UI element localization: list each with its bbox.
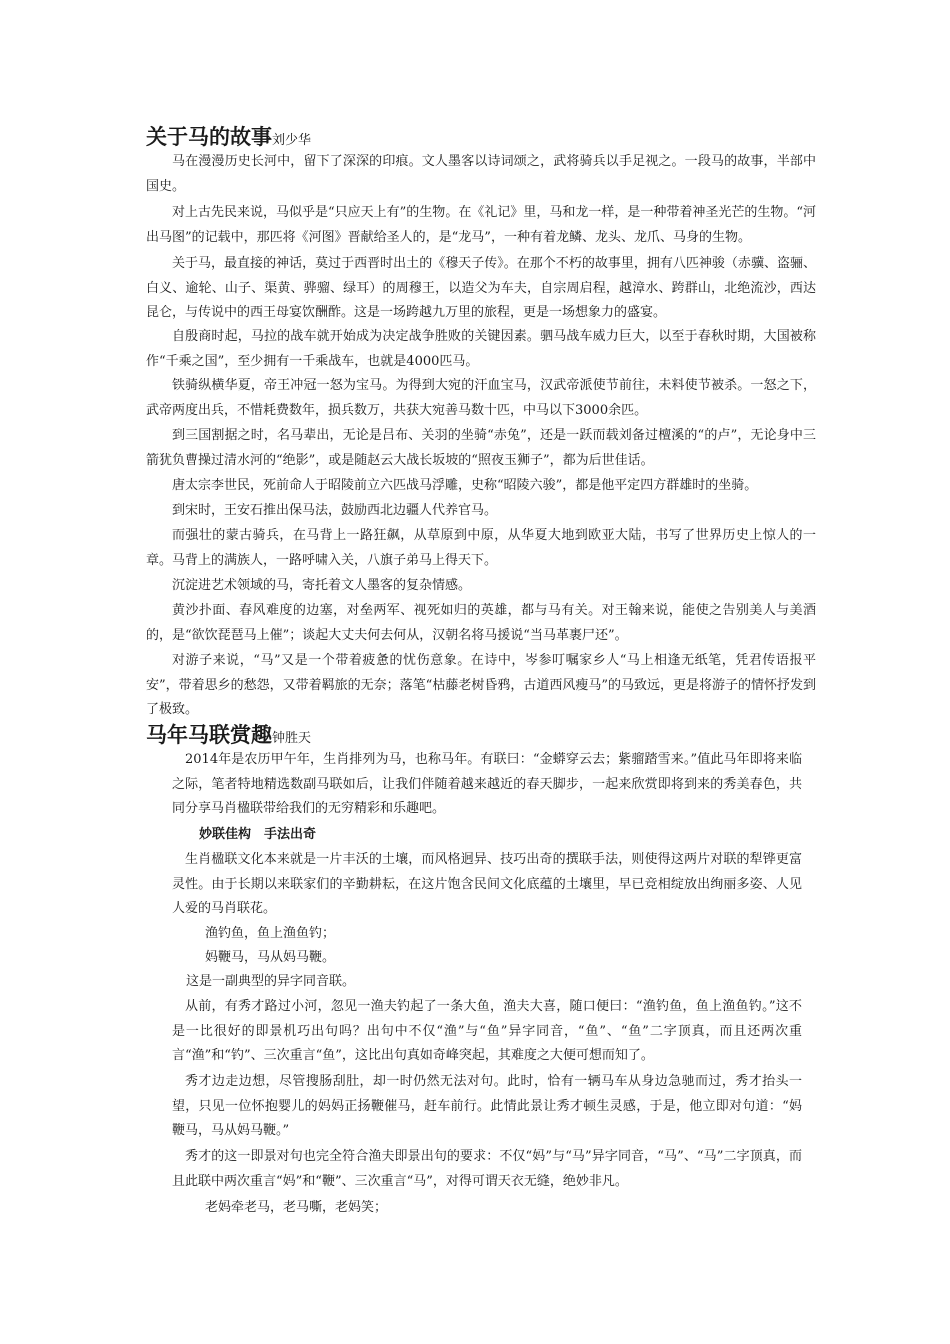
section1-paragraph: 唐太宗李世民，死前命人于昭陵前立六匹战马浮雕，史称“昭陵六骏”，都是他平定四方群雄时的坐骑。 (172, 478, 758, 493)
section1-title-text: 关于马的故事 (146, 125, 272, 149)
section1-paragraph: 关于马，最直接的神话，莫过于西晋时出土的《穆天子传》。在那个不朽的故事里，拥有八匹神骏（赤骥、盗骊、白义、逾轮、山子、渠黄、骅骝、绿耳）的周穆王，以造父为车夫，自宗周启程，越漳水、跨群山，北绝流沙，西达昆仑，与传说中的西王母宴饮酬酢。这是一场跨越九万里的旅程，更是一场想象力的盛宴。 (146, 256, 816, 320)
section2-paragraph: 从前，有秀才路过小河，忽见一渔夫钓起了一条大鱼，渔夫大喜，随口便曰：“渔钓鱼，鱼上渔鱼钓。”这不是一比很好的即景机巧出句吗？出句中不仅“渔”与“鱼”异字同音，“鱼”、“鱼”二字顶真，而且还两次重言“渔”和“钓”、三次重言“鱼”，这比出句真如奇峰突起，其难度之大便可想而知了。 (172, 999, 802, 1063)
section1-paragraph: 到三国割据之时，名马辈出，无论是吕布、关羽的坐骑“赤兔”，还是一跃而载刘备过檀溪的“的卢”，无论身中三箭犹负曹操过清水河的“绝影”，或是随赵云大战长坂坡的“照夜玉狮子”，都为后世佳话。 (146, 428, 816, 468)
section1-paragraph: 到宋时，王安石推出保马法，鼓励西北边疆人代养官马。 (172, 503, 498, 518)
section2-subheading: 妙联佳构 手法出奇 (199, 827, 317, 842)
couplet-line: 妈鞭马，马从妈马鞭。 (205, 950, 336, 965)
section1-paragraph: 沉淀进艺术领域的马，寄托着文人墨客的复杂情感。 (172, 578, 472, 593)
section1-paragraph: 对上古先民来说，马似乎是“只应天上有”的生物。在《礼记》里，马和龙一样，是一种带着神圣光芒的生物。“河出马图”的记载中，那匹将《河图》晋献给圣人的，是“龙马”，一种有着龙鳞、龙头、龙爪、马身的生物。 (146, 205, 816, 245)
section1-paragraph: 铁骑纵横华夏，帝王冲冠一怒为宝马。为得到大宛的汗血宝马，汉武帝派使节前往，未料使节被杀。一怒之下，武帝两度出兵，不惜耗费数年，损兵数万，共获大宛善马数十匹，中马以下3000余匹。 (146, 378, 816, 418)
section1-paragraph: 对游子来说，“马”又是一个带着疲惫的忧伤意象。在诗中，岑参叮嘱家乡人“马上相逢无纸笔，凭君传语报平安”，带着思乡的愁怨，又带着羁旅的无奈；落笔“枯藤老树昏鸦，古道西风瘦马”的马致远，更是将游子的情怀抒发到了极致。 (146, 653, 816, 717)
note-line: 这是一副典型的异字同音联。 (186, 974, 356, 989)
section1-author: 刘少华 (272, 133, 312, 148)
section1-paragraph: 黄沙扑面、春风难度的边塞，对垒两军、视死如归的英雄，都与马有关。对王翰来说，能使之告别美人与美酒的，是“欲饮琵琶马上催”；谈起大丈夫何去何从，汉朝名将马援说“当马革裹尸还”。 (146, 603, 816, 643)
section2-paragraph: 秀才边走边想，尽管搜肠刮肚，却一时仍然无法对句。此时，恰有一辆马车从身边急驰而过，秀才抬头一望，只见一位怀抱婴儿的妈妈正扬鞭催马，赶车前行。此情此景让秀才顿生灵感，于是，他立即对句道：“妈鞭马，马从妈马鞭。” (172, 1074, 802, 1138)
section1-paragraph: 马在漫漫历史长河中，留下了深深的印痕。文人墨客以诗词颂之，武将骑兵以手足视之。一段马的故事，半部中国史。 (146, 154, 816, 194)
section2-author: 钟胜天 (272, 731, 312, 746)
section2-paragraph: 生肖楹联文化本来就是一片丰沃的土壤，而风格迥异、技巧出奇的撰联手法，则使得这两片对联的犁铧更富灵性。由于长期以来联家们的辛勤耕耘，在这片饱含民间文化底蕴的土壤里，早已竞相绽放出绚丽多姿、人见人爱的马肖联花。 (172, 852, 802, 916)
couplet-line: 老妈牵老马，老马嘶，老妈笑； (205, 1200, 388, 1215)
section1-paragraph: 而强壮的蒙古骑兵，在马背上一路狂飙，从草原到中原，从华夏大地到欧亚大陆，书写了世界历史上惊人的一章。 (146, 528, 816, 568)
section2-intro: 2014年是农历甲午年，生肖排列为马，也称马年。有联曰：“金蟒穿云去；紫骝踏雪来。”值此马年即将来临之际，笔者特地精选数副马联如后，让我们伴随着越来越近的春天脚步，一起来欣赏即将到来的秀美春色，共同分享马肖楹联带给我们的无穷精彩和乐趣吧。 (172, 752, 802, 816)
section2-paragraph: 秀才的这一即景对句也完全符合渔夫即景出句的要求：不仅“妈”与“马”异字同音，“马”、“马”二字顶真，而且此联中两次重言“妈”和“鞭”、三次重言“马”，对得可谓天衣无缝，绝妙非凡。 (172, 1149, 802, 1189)
section1-paragraph: 自殷商时起，马拉的战车就开始成为决定战争胜败的关键因素。驷马战车威力巨大，以至于春秋时期，大国被称作“千乘之国”，至少拥有一千乘战车，也就是4000匹马。 (146, 329, 816, 369)
couplet-line: 渔钓鱼，鱼上渔鱼钓； (205, 926, 336, 941)
section1-paragraph: 马背上的满族人，一路呼啸入关，八旗子弟马上得天下。 (172, 553, 498, 568)
section2-title-text: 马年马联赏趣 (146, 723, 272, 747)
